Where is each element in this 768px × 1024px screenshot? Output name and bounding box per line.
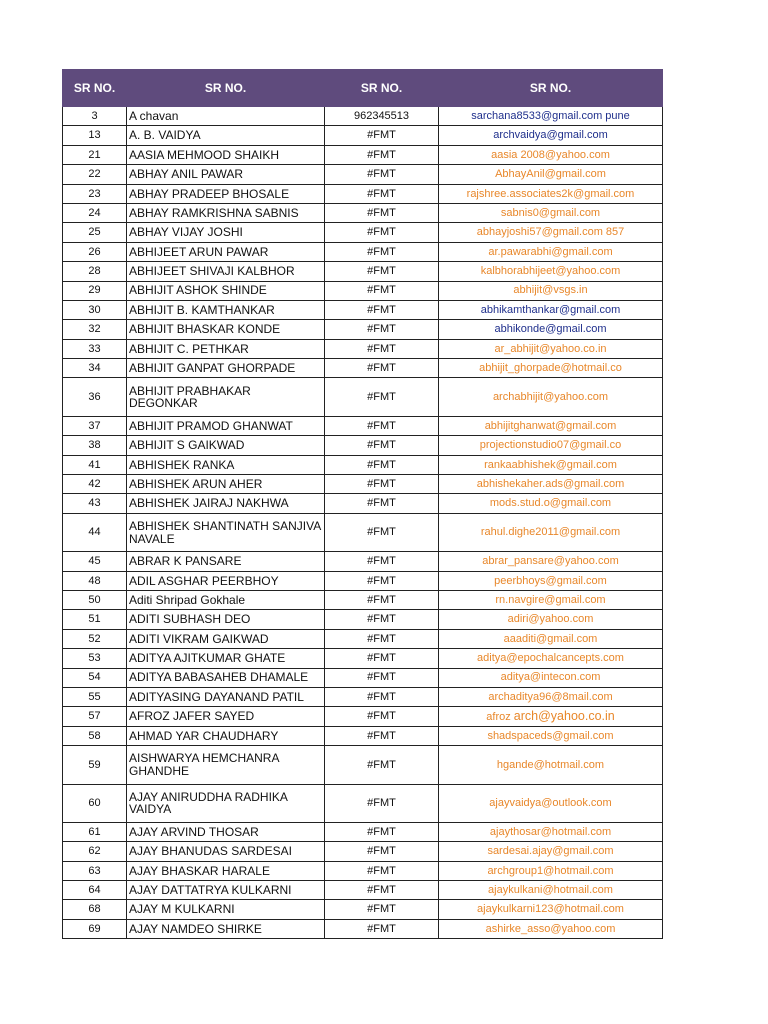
- sr-no-cell: 61: [63, 822, 127, 841]
- code-cell: #FMT: [325, 822, 439, 841]
- header-row: [63, 70, 663, 107]
- table-row: [63, 610, 663, 629]
- column-header-sr-no: SR NO.: [63, 70, 127, 107]
- column-header-email: SR NO.: [439, 70, 663, 107]
- contacts-table: [62, 69, 663, 939]
- code-cell: #FMT: [325, 552, 439, 571]
- sr-no-cell: 48: [63, 571, 127, 590]
- sr-no-cell: 37: [63, 416, 127, 435]
- sr-no-cell: 32: [63, 320, 127, 339]
- email-cell: sabnis0@gmail.com: [439, 203, 663, 222]
- name-cell: ABHIJIT PRABHAKAR DEGONKAR: [127, 378, 325, 416]
- code-cell: #FMT: [325, 746, 439, 784]
- name-cell: AISHWARYA HEMCHANRA GHANDHE: [127, 746, 325, 784]
- name-cell: AJAY BHASKAR HARALE: [127, 861, 325, 880]
- code-cell: #FMT: [325, 900, 439, 919]
- code-cell: #FMT: [325, 881, 439, 900]
- name-cell: ABHIJEET SHIVAJI KALBHOR: [127, 262, 325, 281]
- email-cell: projectionstudio07@gmail.co: [439, 436, 663, 455]
- name-cell: ABHAY ANIL PAWAR: [127, 165, 325, 184]
- column-header-code: SR NO.: [325, 70, 439, 107]
- email-cell: archaditya96@8mail.com: [439, 687, 663, 706]
- email-cell: rankaabhishek@gmail.com: [439, 455, 663, 474]
- sr-no-cell: 57: [63, 707, 127, 726]
- email-cell: abhayjoshi57@gmail.com 857: [439, 223, 663, 242]
- name-cell: AJAY ANIRUDDHA RADHIKA VAIDYA: [127, 784, 325, 822]
- code-cell: #FMT: [325, 242, 439, 261]
- email-cell: abrar_pansare@yahoo.com: [439, 552, 663, 571]
- name-cell: AJAY DATTATRYA KULKARNI: [127, 881, 325, 900]
- sr-no-cell: 44: [63, 513, 127, 551]
- sr-no-cell: 23: [63, 184, 127, 203]
- sr-no-cell: 38: [63, 436, 127, 455]
- table-row: [63, 842, 663, 861]
- code-cell: #FMT: [325, 571, 439, 590]
- table-row: [63, 746, 663, 784]
- table-row: [63, 784, 663, 822]
- sr-no-cell: 25: [63, 223, 127, 242]
- email-cell: rajshree.associates2k@gmail.com: [439, 184, 663, 203]
- email-cell: abhikonde@gmail.com: [439, 320, 663, 339]
- email-cell: archgroup1@hotmail.com: [439, 861, 663, 880]
- table-row: [63, 822, 663, 841]
- name-cell: ADITYASING DAYANAND PATIL: [127, 687, 325, 706]
- code-cell: #FMT: [325, 494, 439, 513]
- sr-no-cell: 29: [63, 281, 127, 300]
- sr-no-cell: 51: [63, 610, 127, 629]
- sr-no-cell: 26: [63, 242, 127, 261]
- table-row: [63, 203, 663, 222]
- name-cell: ABHISHEK JAIRAJ NAKHWA: [127, 494, 325, 513]
- sr-no-cell: 45: [63, 552, 127, 571]
- name-cell: ABHIJIT PRAMOD GHANWAT: [127, 416, 325, 435]
- code-cell: #FMT: [325, 649, 439, 668]
- name-cell: AJAY NAMDEO SHIRKE: [127, 919, 325, 938]
- table-row: [63, 416, 663, 435]
- email-cell: ashirke_asso@yahoo.com: [439, 919, 663, 938]
- table-row: [63, 707, 663, 726]
- sr-no-cell: 69: [63, 919, 127, 938]
- sr-no-cell: 53: [63, 649, 127, 668]
- code-cell: #FMT: [325, 281, 439, 300]
- table-row: [63, 242, 663, 261]
- table-row: [63, 126, 663, 145]
- table-row: [63, 455, 663, 474]
- table-row: [63, 687, 663, 706]
- table-row: [63, 861, 663, 880]
- email-cell: ajaykulkani@hotmail.com: [439, 881, 663, 900]
- name-cell: AJAY BHANUDAS SARDESAI: [127, 842, 325, 861]
- email-cell: ar_abhijit@yahoo.co.in: [439, 339, 663, 358]
- email-cell: aasia 2008@yahoo.com: [439, 145, 663, 164]
- code-cell: #FMT: [325, 416, 439, 435]
- sr-no-cell: 24: [63, 203, 127, 222]
- sr-no-cell: 64: [63, 881, 127, 900]
- email-cell: adiri@yahoo.com: [439, 610, 663, 629]
- email-cell: abhijit@vsgs.in: [439, 281, 663, 300]
- code-cell: #FMT: [325, 262, 439, 281]
- code-cell: #FMT: [325, 359, 439, 378]
- table-row: [63, 320, 663, 339]
- table-header: [63, 70, 663, 107]
- name-cell: Aditi Shripad Gokhale: [127, 590, 325, 609]
- sr-no-cell: 58: [63, 726, 127, 745]
- code-cell: #FMT: [325, 842, 439, 861]
- email-cell: sardesai.ajay@gmail.com: [439, 842, 663, 861]
- table-body: [63, 107, 663, 939]
- table-row: [63, 107, 663, 126]
- table-row: [63, 552, 663, 571]
- code-cell: #FMT: [325, 203, 439, 222]
- name-cell: ABHISHEK RANKA: [127, 455, 325, 474]
- code-cell: #FMT: [325, 126, 439, 145]
- email-cell: ajayvaidya@outlook.com: [439, 784, 663, 822]
- name-cell: ABRAR K PANSARE: [127, 552, 325, 571]
- sr-no-cell: 59: [63, 746, 127, 784]
- name-cell: A chavan: [127, 107, 325, 126]
- code-cell: #FMT: [325, 668, 439, 687]
- email-cell: kalbhorabhijeet@yahoo.com: [439, 262, 663, 281]
- sr-no-cell: 33: [63, 339, 127, 358]
- code-cell: #FMT: [325, 590, 439, 609]
- table-row: [63, 165, 663, 184]
- sr-no-cell: 13: [63, 126, 127, 145]
- sr-no-cell: 36: [63, 378, 127, 416]
- email-cell: abhikamthankar@gmail.com: [439, 300, 663, 319]
- name-cell: ABHAY PRADEEP BHOSALE: [127, 184, 325, 203]
- sr-no-cell: 63: [63, 861, 127, 880]
- email-cell: rahul.dighe2011@gmail.com: [439, 513, 663, 551]
- sr-no-cell: 30: [63, 300, 127, 319]
- table-row: [63, 629, 663, 648]
- sr-no-cell: 43: [63, 494, 127, 513]
- email-text-alt: arch@yahoo.co.in: [513, 708, 615, 723]
- table-row: [63, 145, 663, 164]
- table-row: [63, 726, 663, 745]
- sr-no-cell: 3: [63, 107, 127, 126]
- sr-no-cell: 50: [63, 590, 127, 609]
- code-cell: #FMT: [325, 436, 439, 455]
- name-cell: ABHIJIT ASHOK SHINDE: [127, 281, 325, 300]
- code-cell: #FMT: [325, 300, 439, 319]
- email-cell: mods.stud.o@gmail.com: [439, 494, 663, 513]
- name-cell: ABHIJIT BHASKAR KONDE: [127, 320, 325, 339]
- code-cell: #FMT: [325, 726, 439, 745]
- email-cell: archvaidya@gmail.com: [439, 126, 663, 145]
- email-cell: ar.pawarabhi@gmail.com: [439, 242, 663, 261]
- table-row: [63, 339, 663, 358]
- email-cell: rn.navgire@gmail.com: [439, 590, 663, 609]
- table-row: [63, 359, 663, 378]
- table-row: [63, 571, 663, 590]
- name-cell: ABHAY RAMKRISHNA SABNIS: [127, 203, 325, 222]
- column-header-name: SR NO.: [127, 70, 325, 107]
- name-cell: ABHIJIT B. KAMTHANKAR: [127, 300, 325, 319]
- table-row: [63, 475, 663, 494]
- code-cell: #FMT: [325, 320, 439, 339]
- code-cell: #FMT: [325, 687, 439, 706]
- sr-no-cell: 68: [63, 900, 127, 919]
- sr-no-cell: 34: [63, 359, 127, 378]
- table-row: [63, 513, 663, 551]
- code-cell: #FMT: [325, 184, 439, 203]
- email-cell: aaaditi@gmail.com: [439, 629, 663, 648]
- code-cell: #FMT: [325, 165, 439, 184]
- table-row: [63, 436, 663, 455]
- table-row: [63, 649, 663, 668]
- code-cell: #FMT: [325, 339, 439, 358]
- code-cell: #FMT: [325, 513, 439, 551]
- name-cell: ABHIJIT S GAIKWAD: [127, 436, 325, 455]
- code-cell: #FMT: [325, 629, 439, 648]
- code-cell: #FMT: [325, 475, 439, 494]
- code-cell: #FMT: [325, 145, 439, 164]
- email-cell: hgande@hotmail.com: [439, 746, 663, 784]
- table-row: [63, 900, 663, 919]
- sr-no-cell: 22: [63, 165, 127, 184]
- sr-no-cell: 55: [63, 687, 127, 706]
- code-cell: #FMT: [325, 455, 439, 474]
- name-cell: ADITYA BABASAHEB DHAMALE: [127, 668, 325, 687]
- name-cell: ADITI SUBHASH DEO: [127, 610, 325, 629]
- name-cell: ABHISHEK SHANTINATH SANJIVA NAVALE: [127, 513, 325, 551]
- email-cell: ajaykulkarni123@hotmail.com: [439, 900, 663, 919]
- table-row: [63, 262, 663, 281]
- name-cell: ADITYA AJITKUMAR GHATE: [127, 649, 325, 668]
- table-row: [63, 281, 663, 300]
- email-cell: [439, 707, 663, 726]
- table-row: [63, 881, 663, 900]
- code-cell: #FMT: [325, 223, 439, 242]
- email-cell: peerbhoys@gmail.com: [439, 571, 663, 590]
- name-cell: AFROZ JAFER SAYED: [127, 707, 325, 726]
- code-cell: #FMT: [325, 707, 439, 726]
- name-cell: A. B. VAIDYA: [127, 126, 325, 145]
- sr-no-cell: 52: [63, 629, 127, 648]
- email-cell: abhishekaher.ads@gmail.com: [439, 475, 663, 494]
- table-row: [63, 590, 663, 609]
- name-cell: AASIA MEHMOOD SHAIKH: [127, 145, 325, 164]
- name-cell: ADITI VIKRAM GAIKWAD: [127, 629, 325, 648]
- email-cell: abhijit_ghorpade@hotmail.co: [439, 359, 663, 378]
- email-cell: AbhayAnil@gmail.com: [439, 165, 663, 184]
- code-cell: #FMT: [325, 861, 439, 880]
- code-cell: #FMT: [325, 378, 439, 416]
- code-cell: #FMT: [325, 610, 439, 629]
- table-row: [63, 223, 663, 242]
- name-cell: ADIL ASGHAR PEERBHOY: [127, 571, 325, 590]
- sr-no-cell: 21: [63, 145, 127, 164]
- code-cell: #FMT: [325, 784, 439, 822]
- name-cell: ABHAY VIJAY JOSHI: [127, 223, 325, 242]
- name-cell: ABHISHEK ARUN AHER: [127, 475, 325, 494]
- table-row: [63, 494, 663, 513]
- table-row: [63, 184, 663, 203]
- email-cell: aditya@epochalcancepts.com: [439, 649, 663, 668]
- table-row: [63, 919, 663, 938]
- sr-no-cell: 42: [63, 475, 127, 494]
- table-row: [63, 378, 663, 416]
- email-cell: shadspaceds@gmail.com: [439, 726, 663, 745]
- email-cell: aditya@intecon.com: [439, 668, 663, 687]
- email-cell: ajaythosar@hotmail.com: [439, 822, 663, 841]
- code-cell: #FMT: [325, 919, 439, 938]
- table-row: [63, 668, 663, 687]
- name-cell: AJAY ARVIND THOSAR: [127, 822, 325, 841]
- name-cell: ABHIJIT GANPAT GHORPADE: [127, 359, 325, 378]
- sr-no-cell: 62: [63, 842, 127, 861]
- name-cell: ABHIJEET ARUN PAWAR: [127, 242, 325, 261]
- email-text: afroz: [486, 710, 514, 723]
- table-row: [63, 300, 663, 319]
- sr-no-cell: 54: [63, 668, 127, 687]
- sr-no-cell: 28: [63, 262, 127, 281]
- email-cell: sarchana8533@gmail.com pune: [439, 107, 663, 126]
- sr-no-cell: 41: [63, 455, 127, 474]
- email-cell: archabhijit@yahoo.com: [439, 378, 663, 416]
- email-cell: abhijitghanwat@gmail.com: [439, 416, 663, 435]
- name-cell: ABHIJIT C. PETHKAR: [127, 339, 325, 358]
- sr-no-cell: 60: [63, 784, 127, 822]
- code-cell: 962345513: [325, 107, 439, 126]
- name-cell: AHMAD YAR CHAUDHARY: [127, 726, 325, 745]
- name-cell: AJAY M KULKARNI: [127, 900, 325, 919]
